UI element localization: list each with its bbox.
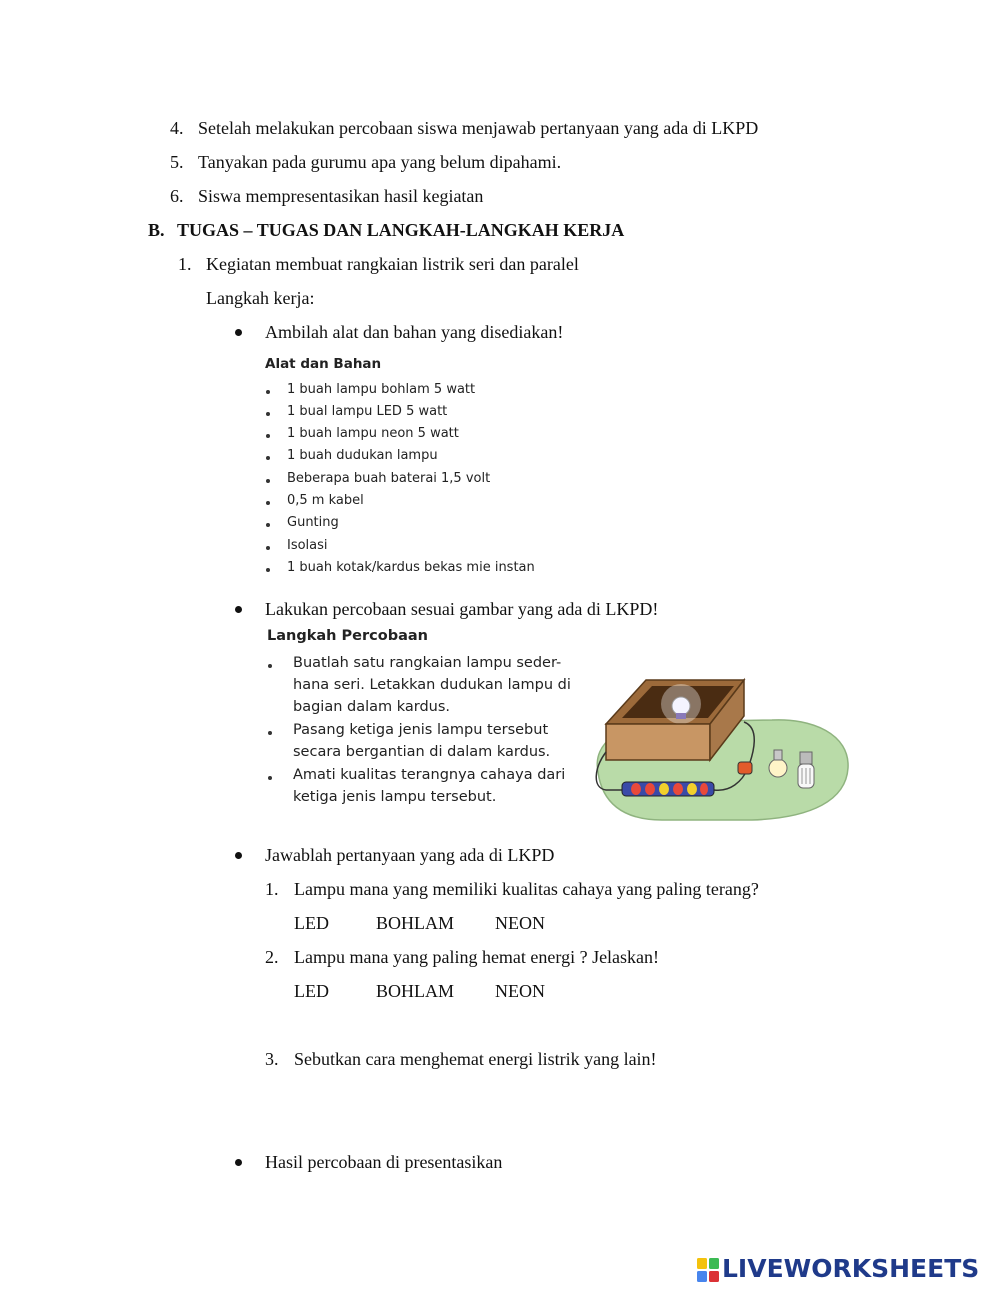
procedure-line: secara bergantian di dalam kardus. [293, 744, 551, 760]
procedure-dot [268, 731, 272, 735]
procedure-dot [268, 776, 272, 780]
step-5-text: Tanyakan pada gurumu apa yang belum dipahami. [198, 152, 562, 172]
materials-dot [266, 546, 270, 550]
bullet-3-text: Jawablah pertanyaan yang ada di LKPD [265, 845, 555, 865]
question-1-option-led[interactable]: LED [294, 913, 329, 933]
bullet-dot-3 [235, 852, 242, 859]
bullet-dot-1 [235, 329, 242, 336]
procedure-heading: Langkah Percobaan [267, 628, 428, 644]
bullet-2-text: Lakukan percobaan sesuai gambar yang ada di LKPD! [265, 599, 659, 619]
section-b-letter: B. [148, 220, 165, 240]
materials-item: 1 buah lampu neon 5 watt [287, 426, 459, 441]
question-1-text: Lampu mana yang memiliki kualitas cahaya yang paling terang? [294, 879, 759, 899]
section-b-title: TUGAS – TUGAS DAN LANGKAH-LANGKAH KERJA [177, 220, 625, 240]
question-2-option-neon[interactable]: NEON [495, 981, 545, 1001]
circuit-illustration [592, 672, 854, 824]
materials-dot [266, 412, 270, 416]
materials-dot [266, 501, 270, 505]
question-2-option-bohlam[interactable]: BOHLAM [376, 981, 455, 1001]
question-1-option-neon[interactable]: NEON [495, 913, 545, 933]
procedure-line: Buatlah satu rangkaian lampu seder- [293, 655, 562, 671]
materials-dot [266, 434, 270, 438]
materials-heading: Alat dan Bahan [265, 356, 382, 372]
procedure-dot [268, 664, 272, 668]
question-2-text: Lampu mana yang paling hemat energi ? Jelaskan! [294, 947, 660, 967]
question-3-text: Sebutkan cara menghemat energi listrik yang lain! [294, 1049, 657, 1069]
materials-item: 1 buah kotak/kardus bekas mie instan [287, 560, 535, 575]
materials-dot [266, 479, 270, 483]
bullet-dot-4 [235, 1159, 242, 1166]
activity-title: Kegiatan membuat rangkaian listrik seri dan paralel [206, 254, 579, 274]
bullet-1-text: Ambilah alat dan bahan yang disediakan! [265, 322, 564, 342]
bullet-4-text: Hasil percobaan di presentasikan [265, 1152, 503, 1172]
materials-item: Beberapa buah baterai 1,5 volt [287, 471, 491, 486]
step-6-text: Siswa mempresentasikan hasil kegiatan [198, 186, 484, 206]
question-1-option-bohlam[interactable]: BOHLAM [376, 913, 455, 933]
materials-dot [266, 390, 270, 394]
materials-dot [266, 568, 270, 572]
liveworksheets-logo-text: LIVEWORKSHEETS [722, 1254, 980, 1283]
materials-dot [266, 456, 270, 460]
procedure-line: bagian dalam kardus. [293, 699, 451, 715]
step-5-number: 5. [170, 152, 184, 172]
bullet-dot-2 [235, 606, 242, 613]
procedure-line: Amati kualitas terangnya cahaya dari [293, 767, 566, 783]
materials-dot [266, 523, 270, 527]
procedure-line: hana seri. Letakkan dudukan lampu di [293, 677, 571, 693]
activity-number: 1. [178, 254, 192, 274]
materials-item: Isolasi [287, 538, 328, 553]
materials-item: 1 bual lampu LED 5 watt [287, 404, 448, 419]
question-3-number: 3. [265, 1049, 279, 1069]
liveworksheets-logo-mark [697, 1258, 719, 1282]
materials-item: Gunting [287, 515, 339, 530]
question-2-number: 2. [265, 947, 279, 967]
question-2-option-led[interactable]: LED [294, 981, 329, 1001]
materials-item: 1 buah dudukan lampu [287, 448, 438, 463]
step-4-number: 4. [170, 118, 184, 138]
step-6-number: 6. [170, 186, 184, 206]
steps-label: Langkah kerja: [206, 288, 315, 308]
materials-item: 0,5 m kabel [287, 493, 364, 508]
materials-item: 1 buah lampu bohlam 5 watt [287, 382, 476, 397]
procedure-line: ketiga jenis lampu tersebut. [293, 789, 497, 805]
step-4-text: Setelah melakukan percobaan siswa menjawab pertanyaan yang ada di LKPD [198, 118, 759, 138]
procedure-line: Pasang ketiga jenis lampu tersebut [293, 722, 549, 738]
question-1-number: 1. [265, 879, 279, 899]
